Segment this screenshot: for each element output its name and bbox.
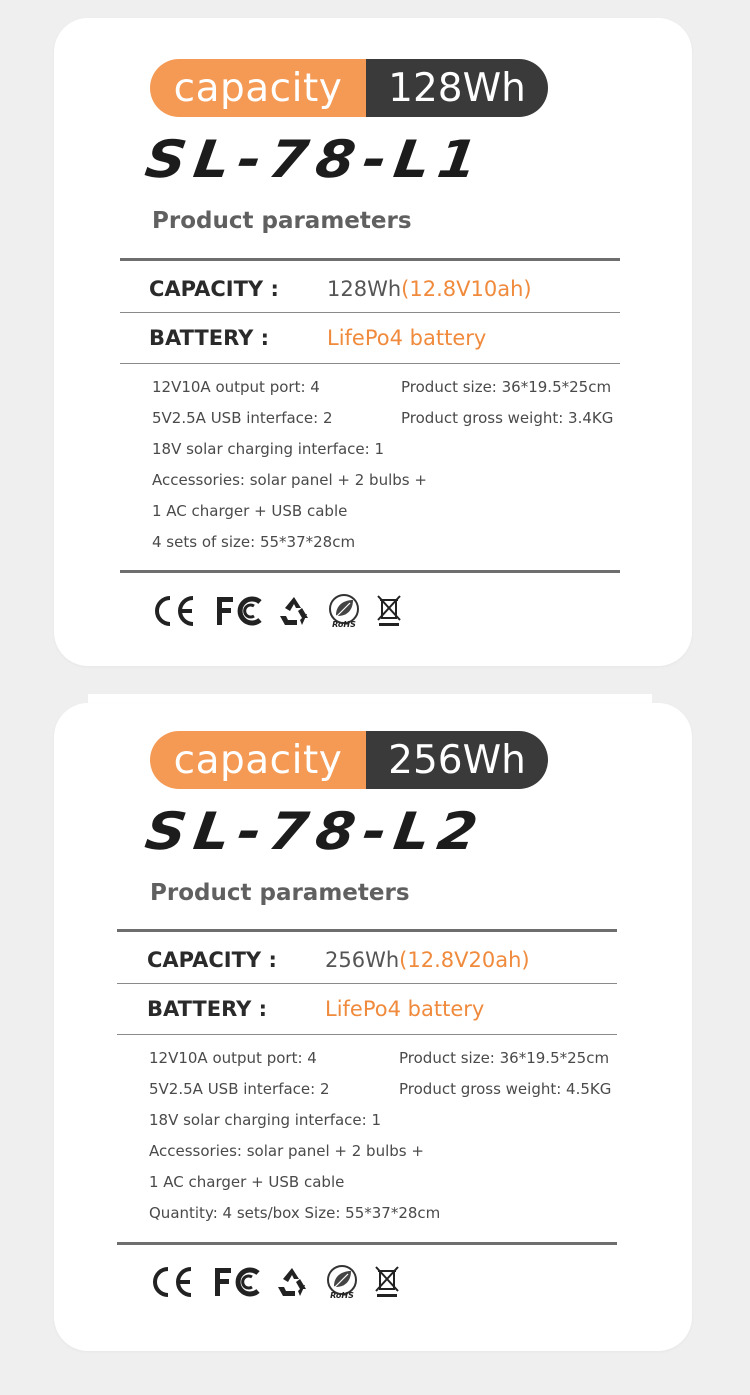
spec-solar-interface: 18V solar charging interface: 1 <box>149 1111 382 1129</box>
divider-bottom <box>120 570 620 573</box>
battery-key: BATTERY : <box>147 997 268 1021</box>
capacity-detail: (12.8V10ah) <box>401 277 532 301</box>
product-card-2 <box>54 703 692 1351</box>
certification-row <box>150 593 404 629</box>
spec-solar-interface: 18V solar charging interface: 1 <box>152 440 385 458</box>
spec-product-size: Product size: 36*19.5*25cm <box>399 1049 610 1067</box>
capacity-main: 256Wh <box>325 948 400 972</box>
capacity-pill-value: 128Wh <box>366 59 548 117</box>
spec-package-size: Quantity: 4 sets/box Size: 55*37*28cm <box>149 1204 441 1222</box>
ce-mark-icon <box>150 594 198 628</box>
spec-accessories-cont: 1 AC charger + USB cable <box>149 1173 345 1191</box>
rohs-leaf-icon <box>324 1264 360 1300</box>
capacity-main: 128Wh <box>327 277 402 301</box>
divider-specs <box>120 363 620 364</box>
battery-value: LifePo4 battery <box>325 997 485 1021</box>
capacity-pill-value: 256Wh <box>366 731 548 789</box>
section-title: Product parameters <box>152 208 412 234</box>
spec-package-size: 4 sets of size: 55*37*28cm <box>152 533 356 551</box>
certification-row <box>148 1264 402 1300</box>
product-card-1 <box>54 18 692 666</box>
weee-bin-icon <box>374 1265 402 1299</box>
spec-accessories: Accessories: solar panel + 2 bulbs + <box>152 471 427 489</box>
spec-usb-interface: 5V2.5A USB interface: 2 <box>149 1080 330 1098</box>
section-title: Product parameters <box>150 880 410 906</box>
divider-specs <box>117 1034 617 1035</box>
capacity-value <box>327 277 532 301</box>
spec-usb-interface: 5V2.5A USB interface: 2 <box>152 409 333 427</box>
battery-row <box>149 315 619 361</box>
divider-mid <box>117 983 617 984</box>
spec-output-port: 12V10A output port: 4 <box>149 1049 317 1067</box>
ce-mark-icon <box>148 1265 196 1299</box>
capacity-pill <box>150 731 548 789</box>
rohs-leaf-icon <box>326 593 362 629</box>
capacity-row <box>149 266 619 312</box>
divider-top <box>120 258 620 261</box>
rohs-label: RoHS <box>332 620 356 629</box>
capacity-pill-label: capacity <box>150 59 366 117</box>
capacity-key: CAPACITY : <box>147 948 277 972</box>
model-name: SL-78-L2 <box>141 802 490 862</box>
spec-output-port: 12V10A output port: 4 <box>152 378 320 396</box>
spec-accessories-cont: 1 AC charger + USB cable <box>152 502 348 520</box>
capacity-row <box>147 937 617 983</box>
fc-mark-icon <box>212 1265 262 1299</box>
weee-bin-icon <box>376 594 404 628</box>
battery-value: LifePo4 battery <box>327 326 487 350</box>
capacity-pill-label: capacity <box>150 731 366 789</box>
recycle-icon <box>274 1265 310 1299</box>
capacity-pill <box>150 59 548 117</box>
fc-mark-icon <box>214 594 264 628</box>
spec-gross-weight: Product gross weight: 4.5KG <box>399 1080 612 1098</box>
rohs-label: RoHS <box>330 1291 354 1300</box>
capacity-detail: (12.8V20ah) <box>399 948 530 972</box>
divider-top <box>117 929 617 932</box>
spec-accessories: Accessories: solar panel + 2 bulbs + <box>149 1142 424 1160</box>
divider-bottom <box>117 1242 617 1245</box>
divider-mid <box>120 312 620 313</box>
battery-row <box>147 986 617 1032</box>
recycle-icon <box>276 594 312 628</box>
battery-key: BATTERY : <box>149 326 270 350</box>
spec-product-size: Product size: 36*19.5*25cm <box>401 378 612 396</box>
spec-gross-weight: Product gross weight: 3.4KG <box>401 409 614 427</box>
capacity-value <box>325 948 530 972</box>
capacity-key: CAPACITY : <box>149 277 279 301</box>
model-name: SL-78-L1 <box>141 130 490 190</box>
